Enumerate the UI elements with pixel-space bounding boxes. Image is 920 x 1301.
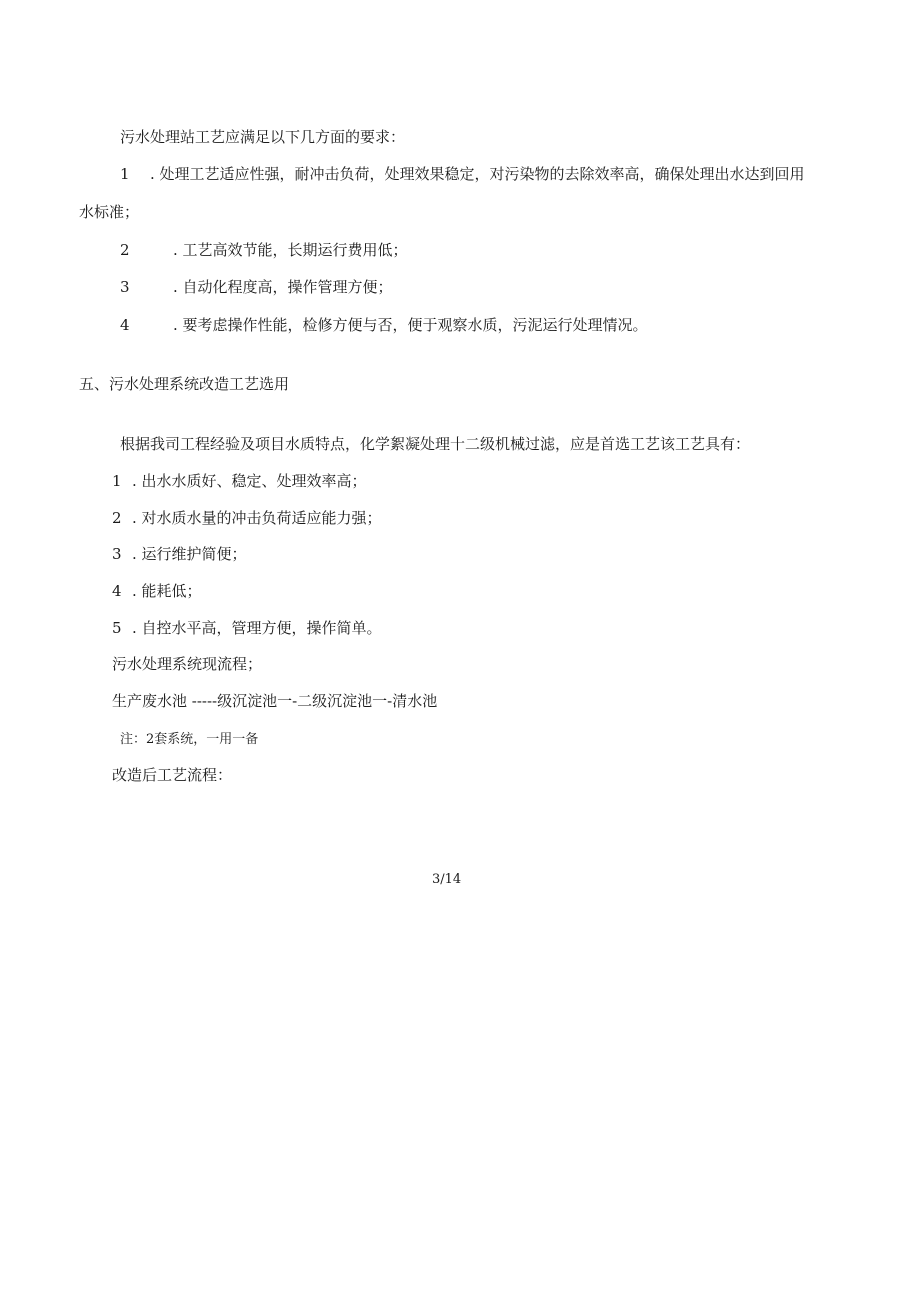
requirement-number: 3 — [120, 278, 130, 296]
advantage-item-5 — [112, 618, 382, 638]
advantage-number: 1 — [112, 472, 122, 490]
requirement-text: . 处理工艺适应性强，耐冲击负荷，处理效果稳定，对污染物的去除效率高，确保处理出水达到回用 — [150, 165, 805, 183]
advantage-item-2 — [112, 508, 382, 528]
requirement-text: . 工艺高效节能，长期运行费用低； — [173, 241, 408, 259]
requirement-text: . 要考虑操作性能，检修方便与否，便于观察水质，污泥运行处理情况。 — [173, 316, 648, 334]
requirement-item-1 — [120, 164, 805, 184]
current-flow-text: 生产废水池 -----级沉淀池一-二级沉淀池一-清水池 — [112, 692, 438, 710]
section-heading: 五、污水处理系统改造工艺选用 — [79, 375, 290, 393]
current-flow-label: 污水处理系统现流程； — [112, 655, 263, 673]
advantage-text: . 能耗低； — [132, 582, 202, 600]
requirement-text: . 自动化程度高，操作管理方便； — [173, 278, 393, 296]
advantage-text: . 出水水质好、稳定、处理效率高； — [132, 472, 367, 490]
advantage-item-1 — [112, 471, 367, 491]
requirement-item-2 — [120, 240, 408, 260]
requirement-item-3 — [120, 277, 393, 297]
new-flow-label: 改造后工艺流程： — [112, 766, 233, 784]
requirement-number: 4 — [120, 316, 130, 334]
advantage-number: 5 — [112, 619, 122, 637]
advantage-item-3 — [112, 544, 247, 564]
requirement-item-4 — [120, 315, 648, 335]
advantage-text: . 运行维护简便； — [132, 545, 247, 563]
advantage-number: 4 — [112, 582, 122, 600]
section-intro-text: 根据我司工程经验及项目水质特点，化学絮凝处理十二级机械过滤，应是首选工艺该工艺具有： — [120, 435, 751, 453]
intro-text: 污水处理站工艺应满足以下几方面的要求： — [120, 128, 406, 146]
advantage-text: . 自控水平高，管理方便，操作简单。 — [132, 619, 382, 637]
requirement-number: 2 — [120, 241, 130, 259]
advantage-item-4 — [112, 581, 202, 601]
advantage-text: . 对水质水量的冲击负荷适应能力强； — [132, 509, 382, 527]
requirement-item-1-wrap: 水标准； — [79, 203, 140, 221]
requirement-number: 1 — [120, 165, 130, 183]
page-number: 3/14 — [432, 872, 462, 887]
note-text: 注：2套系统，一用一备 — [120, 732, 259, 747]
advantage-number: 2 — [112, 509, 122, 527]
advantage-number: 3 — [112, 545, 122, 563]
